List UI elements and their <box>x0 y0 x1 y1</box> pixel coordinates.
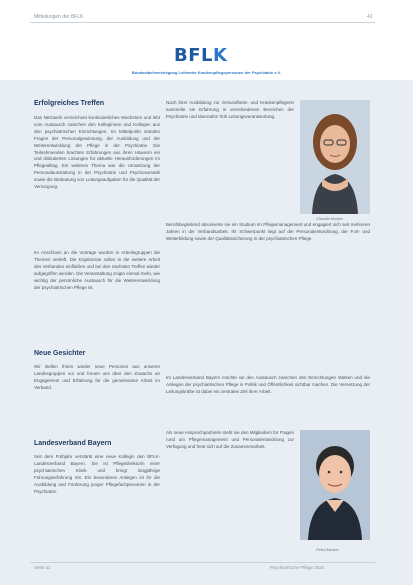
bflk-logo: BFLK <box>174 45 228 66</box>
page-header <box>0 0 413 80</box>
section-text-erfolgreiches-treffen: Das Netzwerk verzeichnet kontinuierliches Wachstum und lebt vom Austausch zwischen den Kolleginnen und Kollegen aus den psychiatrischen Einrichtungen. Im Mittelpunkt standen Fragen der Personalgewinnung, der Ausbildung und der Weiterentwicklung der Pflege in der Psychiatrie. Die Teilnehmenden brachten Erfahrungen aus ihren Häusern ein und diskutierten Lösungen für aktuelle Herausforderungen im Pflegealltag. Ein weiteres Thema war die Umsetzung der Personalausstattung in der Psychiatrie und Psychosomatik sowie die Bedeutung von Leitungsaufgaben für die Qualität der Versorgung. <box>34 115 160 190</box>
column2-text-d: Als neue Ansprechpartnerin steht sie den Mitgliedern für Fragen rund um Pflegemanagement und Personalentwicklung zur Verfügung und freut sich auf die Zusammenarbeit. <box>166 430 294 449</box>
column2-text-c: Im Landesverband Bayern möchte sie den Austausch zwischen den Einrichtungen stärken und die Anliegen der psychiatrischen Pflege in Politik und Öffentlichkeit sichtbar machen. Die Vernetzung der Leitungskräfte ist dabei ein zentrales Ziel ihrer Arbeit. <box>166 375 370 394</box>
logo-subtitle: Bundesfachvereinigung Leitender Krankenpflegepersonen der Psychiatrie e.V. <box>131 70 282 75</box>
section-text-landesverband-bayern: Seit dem Frühjahr verstärkt eine neue Kollegin den BFLK-Landesverband Bayern. Sie ist Pflegedirektorin einer psychiatrischen Klinik und bringt langjährige Führungserfahrung mit. Ein besonderes Anliegen ist ihr die Ausbildung und Förderung junger Pflegefachpersonen in der Psychiatrie. <box>34 454 160 494</box>
header-rule <box>30 22 375 23</box>
running-header: Mitteilungen der BFLK <box>34 14 84 20</box>
portrait-photo <box>300 100 370 214</box>
footer-left: Seite 41 <box>34 565 51 570</box>
footer-rule <box>30 562 375 563</box>
footer-right: Psychiatrische Pflege 2024 <box>270 565 325 570</box>
photo-caption-2: Petra Muster <box>316 547 339 552</box>
section-heading-erfolgreiches-treffen: Erfolgreiches Treffen <box>34 100 105 107</box>
page-number: 41 <box>367 14 373 20</box>
section-text-neue-gesichter: Wir stellen Ihnen wieder neue Personen aus unseren Landesgruppen vor und freuen uns über den Zuwachs an Engagement und Erfahrung für die gemeinsame Arbeit im Verband. <box>34 364 160 390</box>
portrait-woman-glasses-image <box>300 100 370 214</box>
column2-text-a: Nach ihrer Ausbildung zur Gesundheits- und Krankenpflegerin sammelte sie Erfahrung in verschiedenen Bereichen der Psychiatrie und übernahm früh Leitungsverantwortung. <box>166 100 294 119</box>
column2-text-b: Berufsbegleitend absolvierte sie ein Studium im Pflegemanagement und engagiert sich seit mehreren Jahren in der Verbandsarbeit. Ihr Schwerpunkt liegt auf der Personalentwicklung, der Fort- und Weiterbildung sowie der Qualitätssicherung in der psychiatrischen Pflege. <box>166 222 370 241</box>
portrait-woman-short-hair-image <box>300 430 370 540</box>
section-heading-landesverband-bayern: Landesverband Bayern <box>34 440 112 447</box>
portrait-photo-2 <box>300 430 370 540</box>
section-text-erfolgreiches-treffen-cont: Im Anschluss an die Vorträge wurden in Arbeitsgruppen die Themen vertieft. Die Ergebnisse sollen in die weitere Arbeit des Verbandes einfließen und bei den nächsten Treffen wieder aufgegriffen werden. Die Veranstaltung zeigte einmal mehr, wie wichtig der persönliche Austausch für die Weiterentwicklung der psychiatrischen Pflege ist. <box>34 250 160 290</box>
section-heading-neue-gesichter: Neue Gesichter <box>34 350 86 357</box>
photo-caption-1: Claudia Muster <box>316 216 343 221</box>
